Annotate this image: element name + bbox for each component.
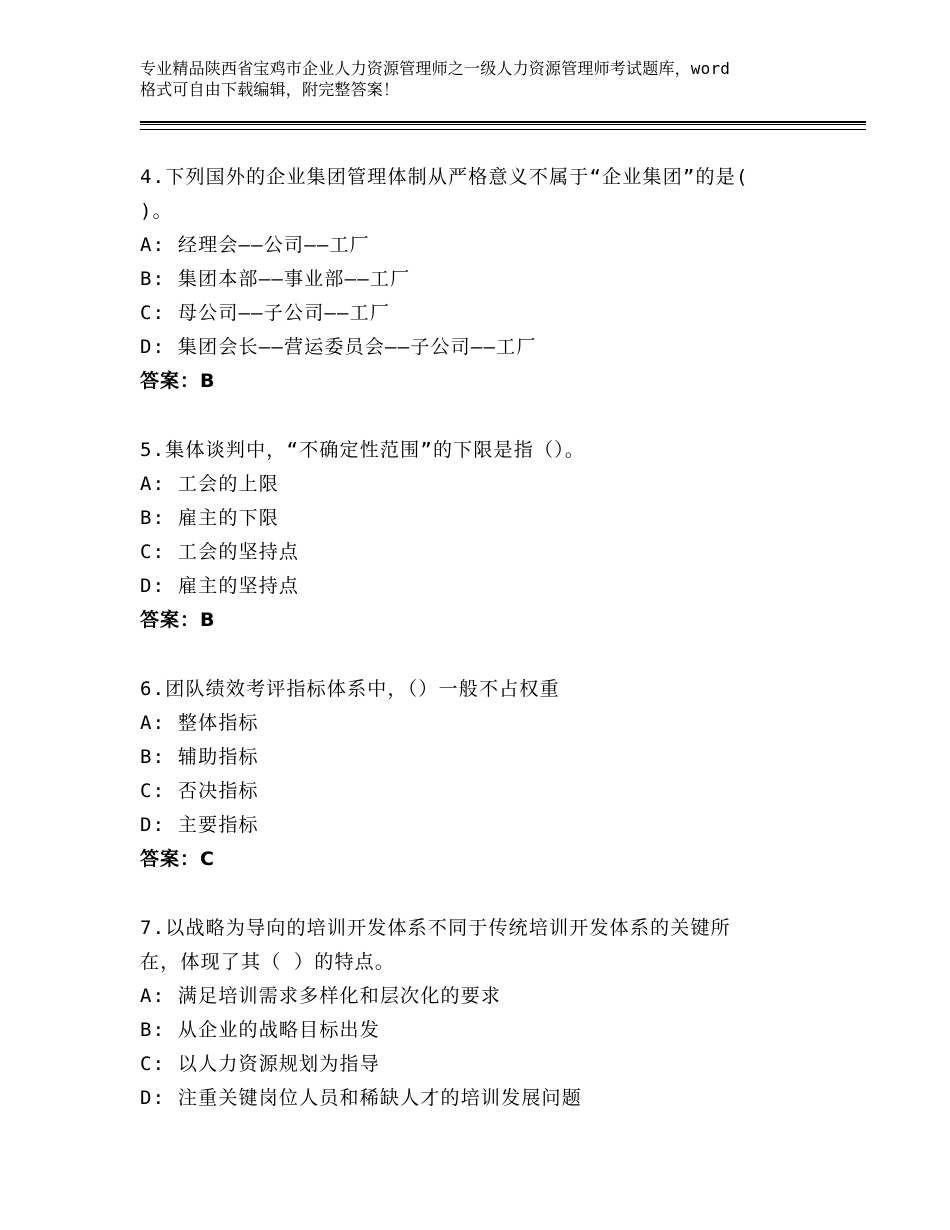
option-d: D: 雇主的坚持点 bbox=[140, 575, 300, 597]
question-stem: 7.以战略为导向的培训开发体系不同于传统培训开发体系的关键所 在，体现了其（ ）的特点。 bbox=[140, 917, 731, 973]
header-line-1: 专业精品陕西省宝鸡市企业人力资源管理师之一级人力资源管理师考试题库，word bbox=[140, 59, 731, 78]
question-stem: 4.下列国外的企业集团管理体制从严格意义不属于“企业集团”的是( )。 bbox=[140, 166, 749, 222]
option-c: C: 否决指标 bbox=[140, 780, 259, 802]
option-c: C: 母公司——子公司——工厂 bbox=[140, 302, 391, 324]
option-d: D: 注重关键岗位人员和稀缺人才的培训发展问题 bbox=[140, 1087, 582, 1109]
question-7 bbox=[140, 911, 790, 1115]
question-stem: 5.集体谈判中，“不确定性范围”的下限是指（）。 bbox=[140, 439, 586, 461]
option-b: B: 辅助指标 bbox=[140, 746, 259, 768]
question-4 bbox=[140, 160, 790, 398]
option-a: A: 工会的上限 bbox=[140, 473, 279, 495]
option-d: D: 主要指标 bbox=[140, 814, 259, 836]
question-stem: 6.团队绩效考评指标体系中，（）一般不占权重 bbox=[140, 678, 560, 700]
option-b: B: 雇主的下限 bbox=[140, 507, 279, 529]
answer-label: 答案：B bbox=[140, 370, 216, 392]
answer-label: 答案：B bbox=[140, 609, 216, 631]
option-d: D: 集团会长——营运委员会——子公司——工厂 bbox=[140, 336, 537, 358]
question-5 bbox=[140, 433, 790, 637]
header-divider bbox=[140, 121, 866, 130]
option-a: A: 满足培训需求多样化和层次化的要求 bbox=[140, 985, 502, 1007]
answer-label: 答案：C bbox=[140, 848, 215, 870]
option-a: A: 经理会——公司——工厂 bbox=[140, 234, 370, 256]
document-header bbox=[140, 58, 830, 100]
option-b: B: 集团本部——事业部——工厂 bbox=[140, 268, 411, 290]
option-b: B: 从企业的战略目标出发 bbox=[140, 1019, 380, 1041]
option-c: C: 以人力资源规划为指导 bbox=[140, 1053, 380, 1075]
option-c: C: 工会的坚持点 bbox=[140, 541, 300, 563]
option-a: A: 整体指标 bbox=[140, 712, 259, 734]
header-line-2: 格式可自由下载编辑，附完整答案！ bbox=[140, 80, 400, 99]
question-6 bbox=[140, 672, 790, 876]
